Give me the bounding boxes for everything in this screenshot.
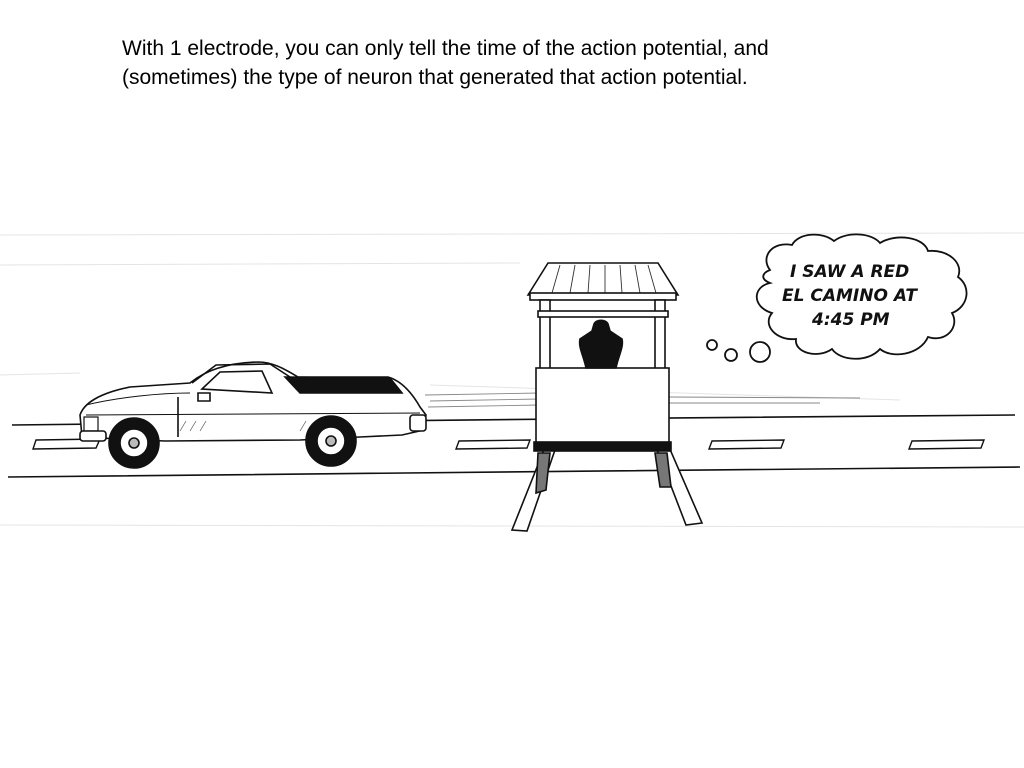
el-camino-car	[80, 362, 426, 468]
car-bed-cover	[285, 377, 402, 393]
thought-dot-small	[707, 340, 717, 350]
thought-dot-medium	[725, 349, 737, 361]
tower-cabin	[536, 368, 669, 443]
thought-line-1: I SAW A RED	[790, 262, 910, 282]
caption-line-1: With 1 electrode, you can only tell the time of the action potential, and	[122, 37, 769, 60]
thought-line-2: EL CAMINO AT	[782, 286, 917, 306]
rear-wheel	[306, 416, 356, 466]
tower-base-beam	[534, 442, 671, 451]
tower-leg-brace-left	[536, 453, 550, 493]
road-edge-bottom	[8, 467, 1020, 477]
thought-line-3: 4:45 PM	[812, 310, 890, 330]
caption-line-2: (sometimes) the type of neuron that generated that action potential.	[122, 66, 748, 89]
thought-dot-large	[750, 342, 770, 362]
car-rear-bumper	[410, 415, 426, 431]
front-wheel	[109, 418, 159, 468]
roof-eave	[530, 293, 676, 300]
lookout-person-silhouette	[580, 320, 623, 368]
car-front-bumper	[80, 431, 106, 441]
side-mirror	[198, 393, 210, 401]
thought-bubble	[707, 234, 967, 362]
road-cartoon-illustration	[0, 225, 1024, 545]
slide-caption	[122, 34, 942, 92]
tower-window-beam	[538, 311, 668, 317]
